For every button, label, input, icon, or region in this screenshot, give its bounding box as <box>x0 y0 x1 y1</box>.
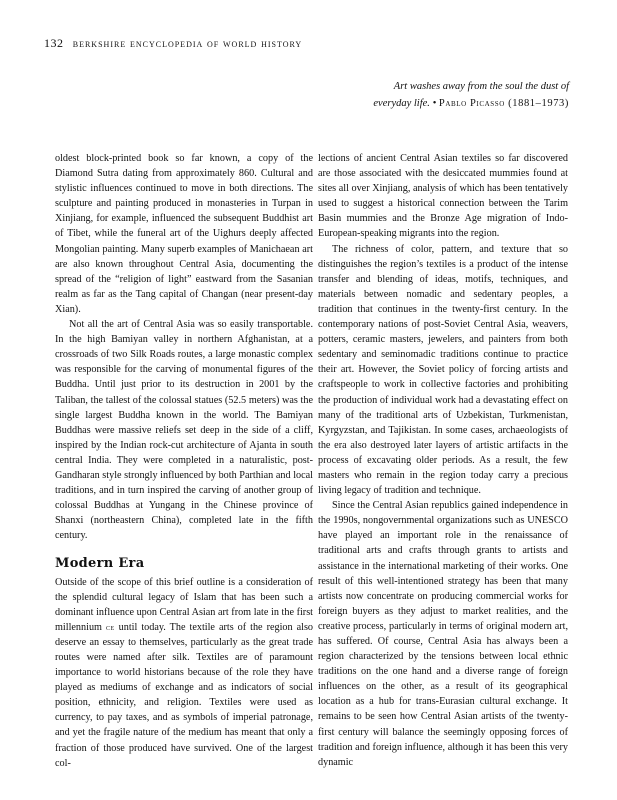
quote-text-end: everyday life. <box>373 98 430 109</box>
book-title: berkshire encyclopedia of world history <box>72 38 303 50</box>
bullet-separator: • <box>432 98 437 109</box>
paragraph <box>55 575 313 771</box>
paragraph: Not all the art of Central Asia was so easily transportable. In the high Bamiyan valley in northern Afghanistan, at a crossroads of two Silk Roads routes, a large monastic complex was responsible for the carving of monumental figures of the Buddha. Until just prior to its destruction in 2001 by the Taliban, the tallest of the colossal statues (52.5 meters) was the single largest Buddha known in the world. The Bamiyan Buddhas were massive reliefs set deep in the side of a cliff, inspired by the Indian rock-cut architecture of Ajanta in south central India. They were completed in a naturalistic, post-Gandharan style strongly influenced by both Parthian and local traditions, and in turn inspired the carving of another group of colossal Buddhas at Yungang in the Chinese province of Shanxi (northeastern China), completed late in the fifth century. <box>55 319 313 542</box>
paragraph-text: until today. The textile arts of the region also deserve an essay to themselves, particularly as the great trade routes were named after silk. Textiles are of paramount importance to world historians because of the role they have played as mediums of exchange and as indicators of social position, ethnicity, and religion. Textiles were used as currency, to pay taxes, and as symbols of imperial patronage, and yet the fragile nature of the medium has meant that only a fraction of those produced have survived. One of the largest col- <box>55 621 314 769</box>
paragraph-text: Outside of the scope of this brief outline is a consideration of the splendid cultural legacy of Islam that has been such a dominant influence upon Central Asian art from late in the first millennium <box>55 576 313 633</box>
paragraph: oldest block-printed book so far known, a copy of the Diamond Sutra dating from approximately 860. Cultural and stylistic influences continued to move in both directions. The sculpture and painting produced in monasteries in Turpan in Xinjiang, for example, influenced the subsequent Buddhist art of Tibet, while the funeral art of the Uighurs deeply affected Mongolian painting. Many superb examples of Manichaean art are also known throughout Central Asia, documenting the spread of the “religion of light” eastward from the Sasanian realm as far as the Tang capital of Changan (near present-day Xian). <box>55 153 313 315</box>
paragraph: The richness of color, pattern, and texture that so distinguishes the region’s textiles is a product of the intense transfer and blending of ideas, motifs, techniques, and materials between nomadic and sedentary peoples, a tradition that continues in the twenty-first century. In the contemporary nations of post-Soviet Central Asia, weavers, potters, ceramic masters, jewelers, and painters from both sedentary and seminomadic traditions continue to practice their art. However, the Soviet policy of forcing artists and craftspeople to work in collective factories and prohibiting the production of individual work had a devastating effect on many of the traditional arts of Uzbekistan, Turkmenistan, Kyrgyzstan, and Tajikistan. In some cases, archaeologists of the era also destroyed later layers of artistic artifacts in the process of excavating older periods. As a result, the few masters who remain in the region today carry a precious living legacy of tradition and technique. <box>318 243 568 497</box>
quote-author: Pablo Picasso (1881–1973) <box>438 98 569 109</box>
era-abbreviation: ce <box>105 622 115 632</box>
paragraph: Since the Central Asian republics gained independence in the 1990s, nongovernmental organizations such as UNESCO have played an important role in the renaissance of traditional arts and crafts through grants to artists and assistance in the international marketing of their works. One result of this well-intentioned strategy has been that many artists now concentrate on producing commercial works for foreign buyers as they adjust to market realities, and the creative process, particularly in terms of original modern art, has suffered. Of course, Central Asia has always been a region characterized by the tensions between local ethnic traditions on the one hand and a diverse range of foreign influences on the other, as a result of its geographical location as a hub for trans-Eurasian cultural exchange. It remains to be seen how Central Asian artists of the twenty-first century will balance the seemingly opposing forces of tradition and foreign influence, although it has been this very dynamic <box>318 500 568 768</box>
quote-line-1: Art washes away from the soul the dust of <box>393 81 569 92</box>
epigraph-quote <box>269 78 569 112</box>
right-column <box>318 151 568 770</box>
left-column <box>55 151 313 771</box>
section-heading: Modern Era <box>55 556 145 572</box>
running-header <box>44 36 302 51</box>
quote-line-2 <box>269 95 569 112</box>
page-number: 132 <box>44 36 64 50</box>
paragraph: lections of ancient Central Asian textiles so far discovered are those associated with the desiccated mummies found at sites all over Xinjiang, analysis of which has been tentatively used to suggest a historical connection between the Tarim Basin mummies and the Bronze Age migration of Indo-European-speaking migrants into the region. <box>318 153 568 240</box>
